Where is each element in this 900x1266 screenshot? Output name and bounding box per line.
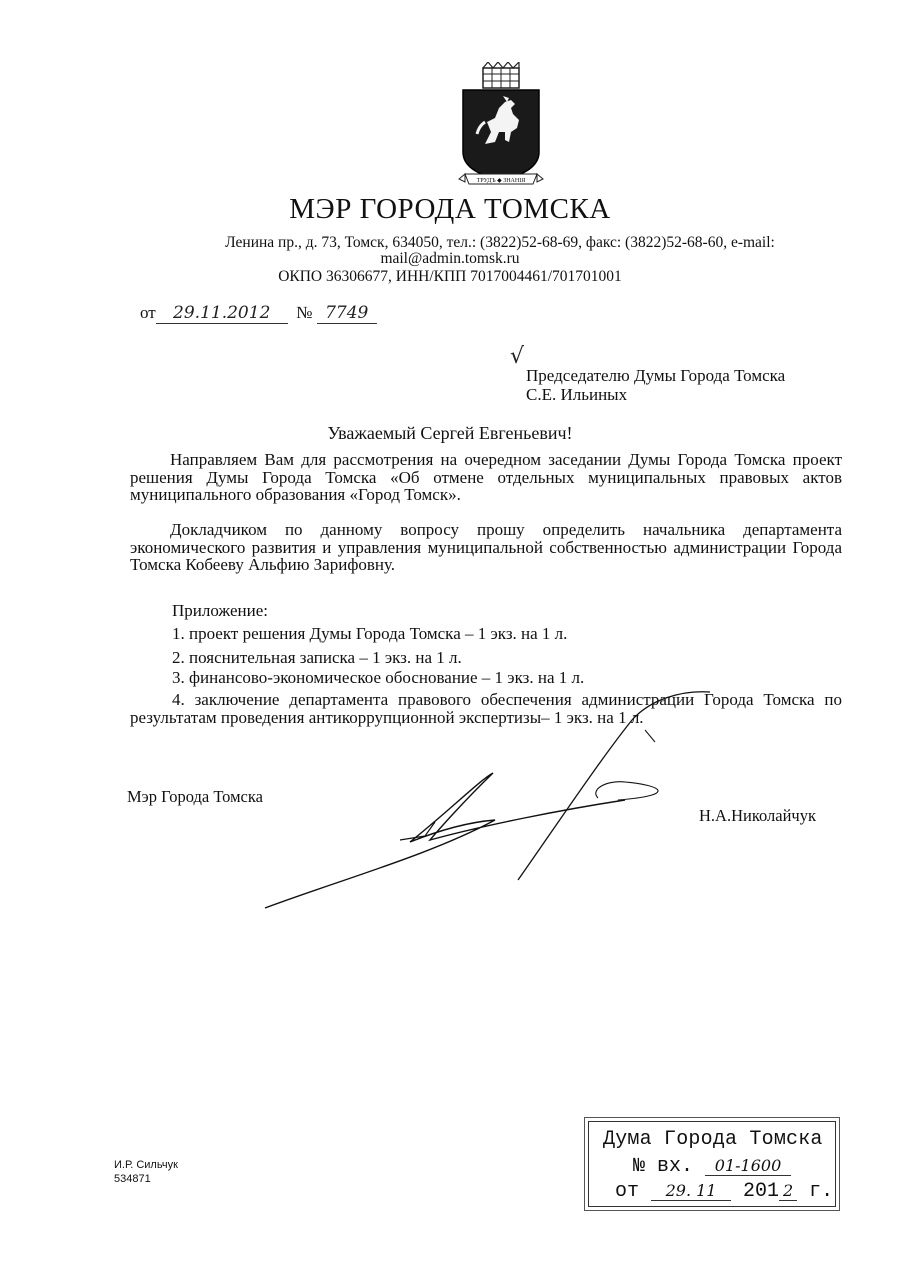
appendix-item: 3. финансово-экономическое обоснование – 1 экз. на 1 л. bbox=[172, 668, 585, 687]
letterhead-codes: ОКПО 36306677, ИНН/КПП 7017004461/701701001 bbox=[278, 268, 622, 285]
stamp-year-prefix: 201 bbox=[743, 1180, 780, 1203]
appendix-item: 4. заключение департамента правового обеспечения администрации Города Томска по результатам проведения антикоррупционной экспертизы– 1 экз. на 1 л. bbox=[130, 690, 842, 727]
stamp-number-row bbox=[633, 1155, 791, 1178]
executor-name: И.Р. Сильчук bbox=[114, 1159, 178, 1171]
executor-block bbox=[114, 1158, 178, 1186]
handwritten-signature bbox=[260, 690, 730, 915]
incoming-stamp bbox=[588, 1121, 836, 1207]
body-paragraph-1: Направляем Вам для рассмотрения на очередном заседании Думы Города Томска проект решения Думы Города Томска «Об отмене отдельных муниципальных правовых актов муниципального образования «Город Томск». bbox=[130, 450, 842, 504]
letterhead-title: МЭР ГОРОДА ТОМСКА bbox=[289, 193, 611, 225]
registration-line bbox=[140, 303, 377, 324]
stamp-year-suffix: 2 bbox=[779, 1181, 797, 1201]
appendix-item: 1. проект решения Думы Города Томска – 1 экз. на 1 л. bbox=[172, 624, 568, 643]
stamp-number-prefix: № вх. bbox=[633, 1155, 694, 1178]
signature-name: Н.А.Николайчук bbox=[699, 806, 816, 825]
appendix-item: 2. пояснительная записка – 1 экз. на 1 л. bbox=[172, 648, 462, 667]
letterhead-email: mail@admin.tomsk.ru bbox=[380, 250, 520, 267]
letterhead-address: Ленина пр., д. 73, Томск, 634050, тел.: (3822)52-68-69, факс: (3822)52-68-60, e-mail: bbox=[225, 234, 775, 251]
registration-date: 29.11.2012 bbox=[156, 303, 288, 324]
registration-number-prefix: № bbox=[296, 303, 313, 322]
signature-role: Мэр Города Томска bbox=[127, 787, 263, 806]
greeting: Уважаемый Сергей Евгеньевич! bbox=[327, 423, 573, 443]
emblem-motto: ТРУДЪ ◆ ЗНАНIЯ bbox=[476, 178, 526, 184]
registration-number: 7749 bbox=[317, 303, 377, 324]
tomsk-coat-of-arms-icon bbox=[455, 62, 547, 192]
stamp-date-row bbox=[615, 1180, 833, 1203]
stamp-title: Дума Города Томска bbox=[603, 1128, 823, 1151]
stamp-date: 29. 11 bbox=[651, 1181, 731, 1201]
recipient-block bbox=[526, 366, 785, 404]
recipient-name: С.Е. Ильиных bbox=[526, 385, 628, 404]
stamp-year-unit: г. bbox=[809, 1180, 834, 1203]
appendix-heading: Приложение: bbox=[172, 601, 268, 620]
checkmark-icon: √ bbox=[510, 344, 525, 369]
body-paragraph-2: Докладчиком по данному вопросу прошу определить начальника департамента экономического развития и управления муниципальной собственностью администрации Города Томска Кобееву Альфию Зарифовну. bbox=[130, 520, 842, 574]
executor-phone: 534871 bbox=[114, 1173, 151, 1185]
stamp-number: 01-1600 bbox=[705, 1156, 791, 1176]
stamp-date-prefix: от bbox=[615, 1180, 640, 1203]
recipient-title: Председателю Думы Города Томска bbox=[526, 366, 786, 385]
registration-date-prefix: от bbox=[140, 303, 156, 322]
